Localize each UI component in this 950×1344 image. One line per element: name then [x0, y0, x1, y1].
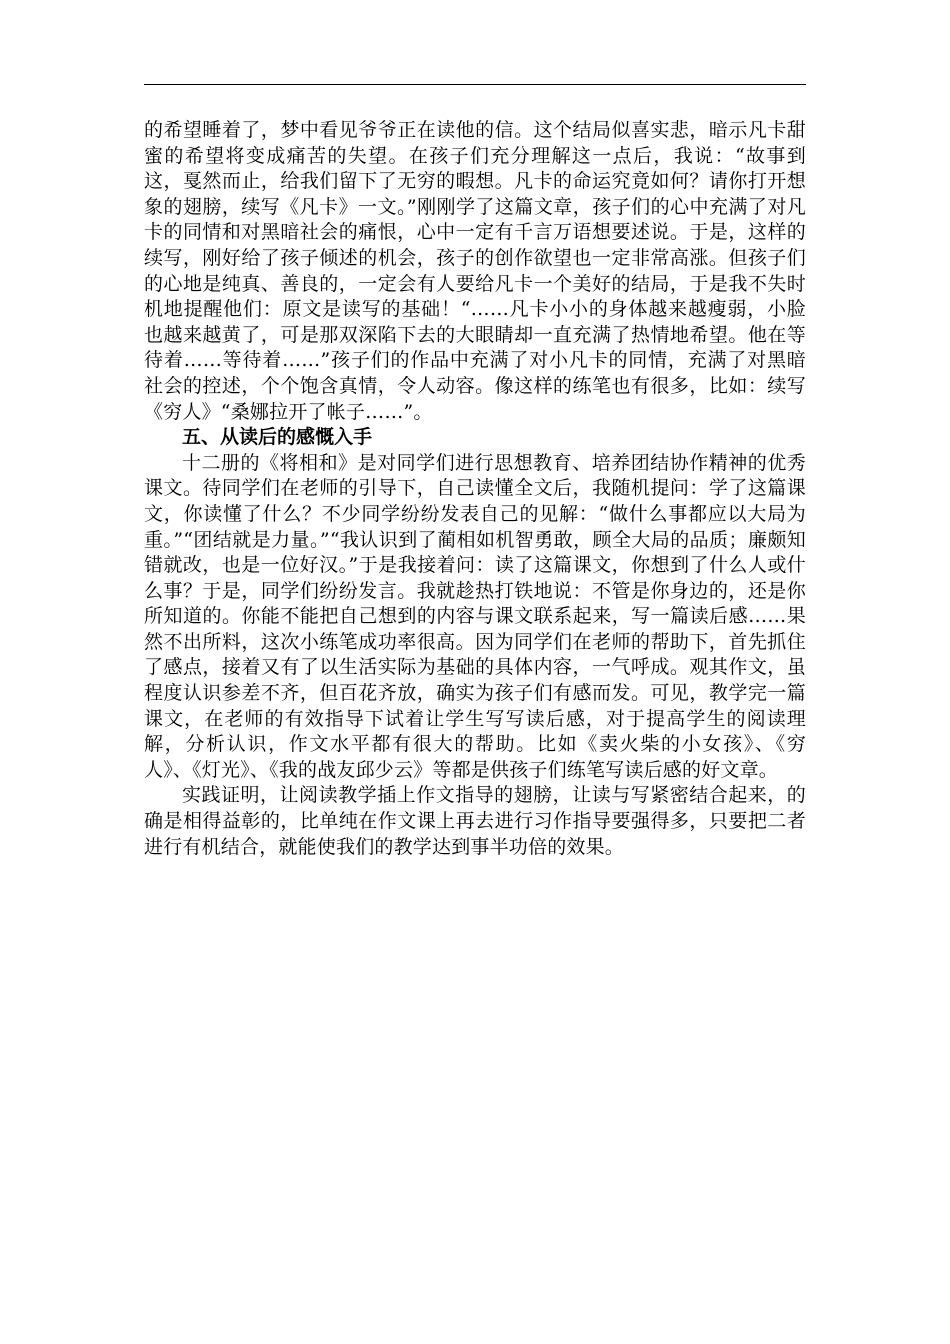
document-body — [144, 118, 806, 860]
section-heading: 五、从读后的感慨入手 — [182, 426, 373, 449]
paragraph-section-five: 十二册的《将相和》是对同学们进行思想教育、培养团结协作精神的优秀课文。待同学们在老师的引导下，自己读懂全文后，我随机提问：学了这篇课文，你读懂了什么？不少同学纷纷发表自己的见解：“做什么事都应以大局为重。”“团结就是力量。”“我认识到了蔺相如机智勇敢，顾全大局的品质；廉颇知错就改，也是一位好汉。”于是我接着问：读了这篇课文，你想到了什么人或什么事？于是，同学们纷纷发言。我就趁热打铁地说：不管是你身边的，还是你所知道的。你能不能把自己想到的内容与课文联系起来，写一篇读后感……果然不出所料，这次小练笔成功率很高。因为同学们在老师的帮助下，首先抓住了感点，接着又有了以生活实际为基础的具体内容，一气呼成。观其作文，虽程度认识参差不齐，但百花齐放，确实为孩子们有感而发。可见，教学完一篇课文，在老师的有效指导下试着让学生写写读后感，对于提高学生的阅读理解，分析认识，作文水平都有很大的帮助。比如《卖火柴的小女孩》、《穷人》、《灯光》、《我的战友邱少云》等都是供孩子们练笔写读后感的好文章。 — [144, 451, 806, 781]
paragraph-continuation: 的希望睡着了，梦中看见爷爷正在读他的信。这个结局似喜实悲，暗示凡卡甜蜜的希望将变成痛苦的失望。在孩子们充分理解这一点后，我说：“故事到这，戛然而止，给我们留下了无穷的暇想。凡卡的命运究竟如何？请你打开想象的翅膀，续写《凡卡》一文。”刚刚学了这篇文章，孩子们的心中充满了对凡卡的同情和对黑暗社会的痛恨，心中一定有千言万语想要述说。于是，这样的续写，刚好给了孩子倾述的机会，孩子的创作欲望也一定非常高涨。但孩子们的心地是纯真、善良的，一定会有人要给凡卡一个美好的结局，于是我不失时机地提醒他们：原文是读写的基础！“……凡卡小小的身体越来越瘦弱，小脸也越来越黄了，可是那双深陷下去的大眼睛却一直充满了热情地希望。他在等待着……等待着……”孩子们的作品中充满了对小凡卡的同情，充满了对黑暗社会的控述，个个饱含真情，令人动容。像这样的练笔也有很多，比如：续写《穷人》“桑娜拉开了帐子……”。 — [144, 119, 806, 423]
paragraph-conclusion: 实践证明，让阅读教学插上作文指导的翅膀，让读与写紧密结合起来，的确是相得益彰的，比单纯在作文课上再去进行习作指导要强得多，只要把二者进行有机结合，就能使我们的教学达到事半功倍的效果。 — [144, 784, 806, 858]
header-rule — [144, 84, 806, 85]
